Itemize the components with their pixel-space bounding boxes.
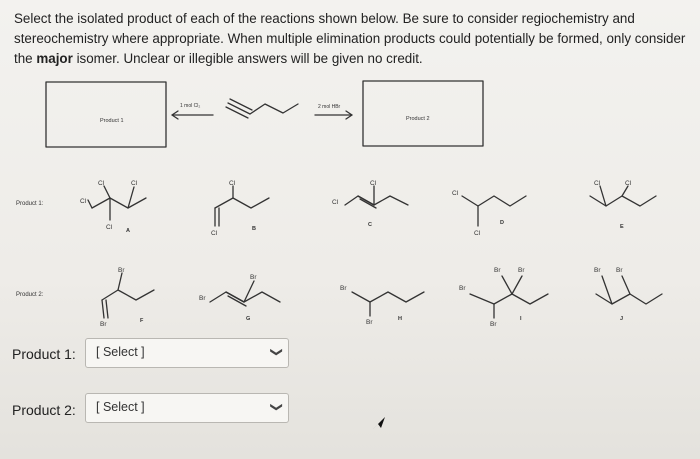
structure-e — [590, 196, 656, 206]
atom-label: Br — [594, 267, 601, 274]
product-1-label: Product 1: — [12, 346, 76, 362]
product-2-select-value: [ Select ] — [96, 400, 145, 414]
atom-label: Br — [616, 267, 623, 274]
atom-label: Cl — [370, 180, 377, 187]
atom-label: Br — [199, 295, 206, 302]
structure-f — [102, 290, 154, 300]
structure-d — [462, 196, 526, 206]
option-letter-j: J — [620, 316, 624, 322]
alkyne-chain — [250, 104, 298, 114]
atom-label: Cl — [131, 180, 138, 187]
option-letter-c: C — [368, 222, 372, 228]
prompt-text-1: Select the isolated product of each of the reactions shown below. Be sure to consider regiochemistry and stereochemistry where appropriate. When multiple elimination products could potentially be formed, only consider the — [14, 11, 686, 66]
atom-label: Br — [340, 285, 347, 292]
atom-label: Br — [366, 319, 373, 326]
product-2-select[interactable] — [85, 393, 289, 423]
row-label-product-1: Product 1: — [16, 201, 44, 207]
option-letter-d: D — [500, 220, 504, 226]
option-letter-h: H — [398, 316, 402, 322]
atom-label: Cl — [452, 190, 459, 197]
atom-label: Cl — [332, 199, 339, 206]
product-2-box — [363, 81, 483, 146]
atom-label: Cl — [98, 180, 105, 187]
option-letter-i: I — [520, 316, 522, 322]
atom-label: Br — [118, 267, 125, 274]
product-1-box-label: Product 1 — [100, 118, 124, 124]
structure-b — [215, 198, 269, 208]
option-letter-g: G — [246, 316, 251, 322]
product-1-select[interactable] — [85, 338, 289, 368]
option-letter-b: B — [252, 226, 256, 232]
structure-h — [352, 292, 424, 302]
atom-label: Cl — [80, 198, 87, 205]
atom-label: Br — [250, 274, 257, 281]
product-2-label: Product 2: — [12, 402, 76, 418]
alkyne-bond-3 — [226, 107, 248, 118]
atom-label: Cl — [474, 230, 481, 237]
prompt-emphasis: major — [36, 51, 73, 66]
structure-i — [470, 294, 548, 304]
atom-label: Cl — [211, 230, 218, 237]
structure-j — [596, 294, 662, 304]
structure-c — [345, 196, 408, 205]
product-2-box-label: Product 2 — [406, 116, 430, 122]
atom-label: Br — [100, 321, 107, 328]
atom-label: Br — [518, 267, 525, 274]
atom-label: Br — [490, 321, 497, 328]
prompt-text-2: isomer. Unclear or illegible answers will be given no credit. — [76, 51, 423, 66]
atom-label: Cl — [229, 180, 236, 187]
chevron-down-icon: ❯ — [269, 346, 284, 358]
chevron-down-icon: ❯ — [269, 401, 284, 413]
product-1-box — [46, 82, 166, 147]
reagent-hbr: 2 mol HBr — [318, 104, 341, 110]
structure-a — [92, 198, 146, 208]
option-letter-a: A — [126, 228, 130, 234]
atom-label: Cl — [594, 180, 601, 187]
atom-label: Cl — [106, 224, 113, 231]
alkyne-bond-1 — [228, 103, 250, 114]
alkyne-bond-2 — [230, 99, 252, 110]
atom-label: Br — [459, 285, 466, 292]
mouse-pointer-icon — [372, 416, 386, 430]
reagent-cl2: 1 mol Cl₂ — [180, 103, 201, 109]
atom-label: Cl — [625, 180, 632, 187]
product-1-select-value: [ Select ] — [96, 345, 145, 359]
atom-label: Br — [494, 267, 501, 274]
option-letter-f: F — [140, 318, 144, 324]
row-label-product-2: Product 2: — [16, 292, 44, 298]
option-letter-e: E — [620, 224, 624, 230]
